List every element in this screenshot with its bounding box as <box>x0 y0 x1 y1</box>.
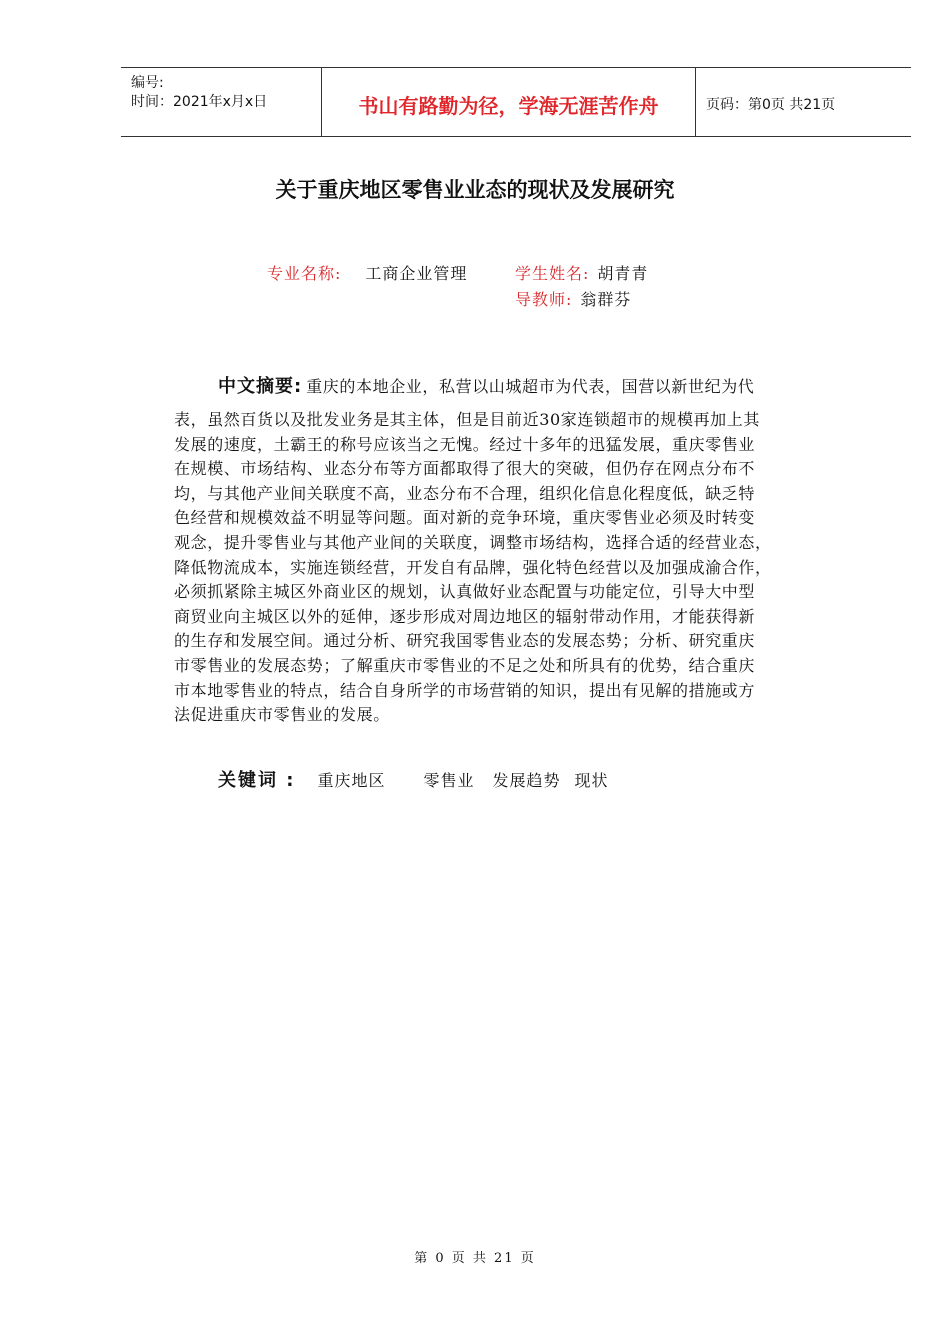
page-footer: 第 0 页 共 21 页 <box>414 1251 536 1266</box>
abstract-line: 观念，提升零售业与其他产业间的关联度，调整市场结构，选择合适的经营业态， <box>174 532 772 552</box>
major-label: 专业名称: <box>267 264 342 283</box>
abstract-line: 发展的速度，土霸王的称号应该当之无愧。经过十多年的迅猛发展，重庆零售业 <box>174 434 756 454</box>
abstract-line: 表，虽然百货以及批发业务是其主体，但是目前近30家连锁超市的规模再加上其 <box>174 410 760 429</box>
number-label: 编号: <box>131 75 164 91</box>
major-value: 工商企业管理 <box>365 264 468 283</box>
abstract-line: 市零售业的发展态势；了解重庆市零售业的不足之处和所具有的优势，结合重庆 <box>174 655 756 675</box>
keyword: 现状 <box>574 771 609 790</box>
keyword: 发展趋势 <box>492 771 561 790</box>
keywords-label: 关键词 : <box>218 770 296 791</box>
header-motto-cell <box>321 68 696 136</box>
page-code: 页码：第0页 共21页 <box>706 97 836 113</box>
student-label: 学生姓名: <box>515 264 590 283</box>
abstract-body <box>174 408 874 728</box>
abstract-line: 重庆的本地企业，私营以山城超市为代表，国营以新世纪为代 <box>306 377 755 396</box>
abstract-line: 必须抓紧除主城区外商业区的规划，认真做好业态配置与功能定位，引导大中型 <box>174 582 756 602</box>
abstract-line: 降低物流成本，实施连锁经营，开发自有品牌，强化特色经营以及加强成渝合作， <box>174 557 772 577</box>
student-row <box>515 261 648 284</box>
keyword: 重庆地区 <box>317 771 386 790</box>
major-row <box>267 261 467 284</box>
abstract-line: 色经营和规模效益不明显等问题。面对新的竞争环境，重庆零售业必须及时转变 <box>174 508 756 528</box>
keywords-row <box>218 766 609 792</box>
abstract-line: 市本地零售业的特点，结合自身所学的市场营销的知识，提出有见解的措施或方 <box>174 680 756 700</box>
header-page-cell <box>696 68 911 136</box>
abstract-line: 均，与其他产业间关联度不高，业态分布不合理，组织化信息化程度低，缺乏特 <box>174 483 756 503</box>
abstract-line: 法促进重庆市零售业的发展。 <box>174 705 390 725</box>
advisor-row <box>515 287 631 310</box>
advisor-value: 翁群芬 <box>580 290 632 309</box>
abstract-label: 中文摘要: <box>218 376 303 397</box>
header-meta-cell <box>121 68 321 136</box>
advisor-label: 导教师: <box>515 290 573 309</box>
abstract-line: 的生存和发展空间。通过分析、研究我国零售业态的发展态势；分析、研究重庆 <box>174 631 756 651</box>
page-header <box>121 67 911 137</box>
student-value: 胡青青 <box>597 264 649 283</box>
document-title: 关于重庆地区零售业业态的现状及发展研究 <box>275 178 675 202</box>
abstract-first-line <box>218 372 754 398</box>
abstract-line: 商贸业向主城区以外的延伸，逐步形成对周边地区的辐射带动作用，才能获得新 <box>174 606 756 626</box>
abstract-line: 在规模、市场结构、业态分布等方面都取得了很大的突破，但仍存在网点分布不 <box>174 459 756 479</box>
time-label: 时间：2021年x月x日 <box>131 94 268 110</box>
keyword: 零售业 <box>423 771 475 790</box>
motto: 书山有路勤为径，学海无涯苦作舟 <box>358 94 659 118</box>
